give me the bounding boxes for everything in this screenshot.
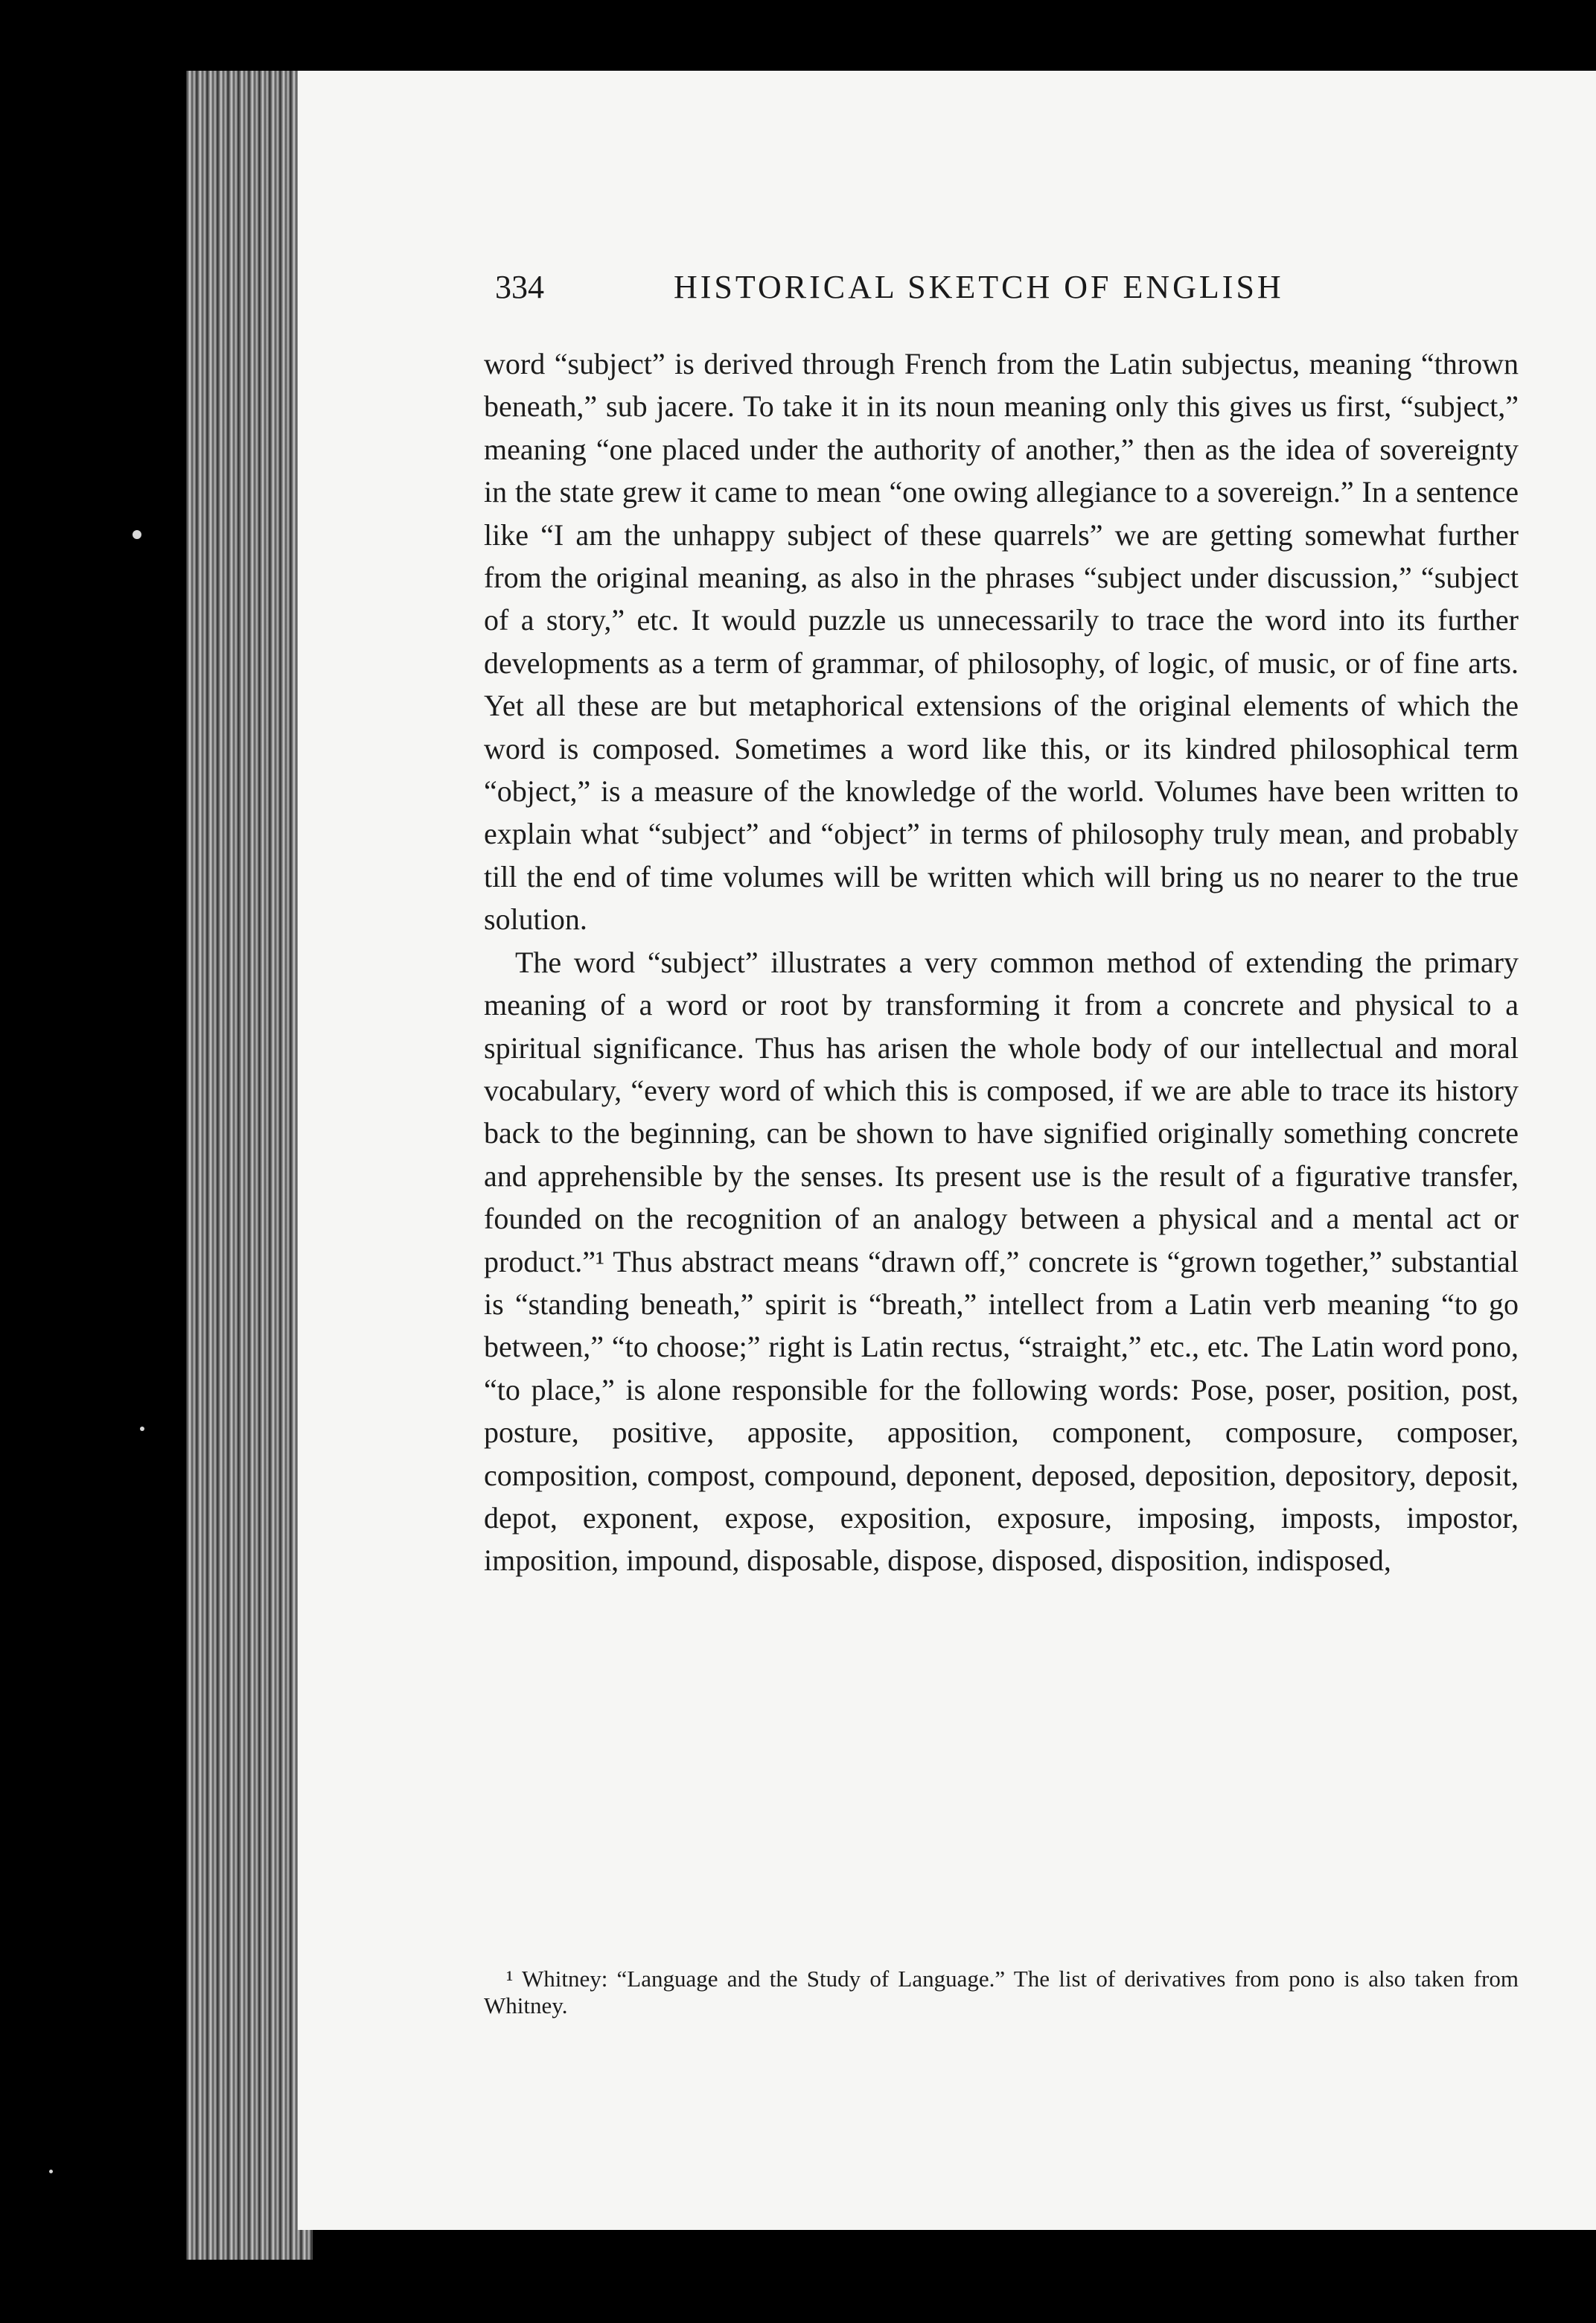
paragraph-continued: word “subject” is derived through French from the Latin subjectus, meaning “thrown beneath,” sub jacere. To take it in its noun meaning only this gives us first, “subject,” meaning “one placed under the authority of another,” then as the idea of sovereignty in the state grew it came to mean “one owing allegiance to a sovereign.” In a sentence like “I am the unhappy subject of these quarrels” we are getting somewhat further from the original meaning, as also in the phrases “subject under discussion,” “subject of a story,” etc. It would puzzle us unnecessarily to trace the word into its further developments as a term of grammar, of philosophy, of logic, of music, or of fine arts. Yet all these are but metaphorical extensions of the original elements of which the word is composed. Sometimes a word like this, or its kindred philosophical term “object,” is a measure of the knowledge of the world. Volumes have been written to explain what “subject” and “object” in terms of philosophy truly mean, and probably till the end of time volumes will be written which will bring us no nearer to the true solution. (484, 347, 1519, 937)
paragraph: The word “subject” illustrates a very common method of extending the primary meaning of a word or root by transforming it from a concrete and physical to a spiritual significance. Thus has arisen the whole body of our intellectual and moral vocabulary, “every word of which this is composed, if we are able to trace its history back to the beginning, can be shown to have signified originally something concrete and apprehensible by the senses. Its present use is the result of a figurative transfer, founded on the recognition of an analogy between a physical and a mental act or product.”¹ Thus abstract means “drawn off,” concrete is “grown together,” substantial is “standing beneath,” spirit is “breath,” intellect from a Latin verb meaning “to go between,” “to choose;” right is Latin rectus, “straight,” etc., etc. The Latin word pono, “to place,” is alone responsible for the following words: Pose, poser, position, post, posture, positive, apposite, apposition, component, composure, composer, composition, compost, compound, deponent, deposed, deposition, depository, deposit, depot, exponent, expose, exposition, exposure, imposing, imposts, impostor, imposition, impound, disposable, dispose, disposed, disposition, indisposed, (484, 945, 1519, 1578)
body-text (484, 342, 1519, 1582)
book-page-edges (186, 71, 313, 2260)
footnote: ¹ Whitney: “Language and the Study of Language.” The list of derivatives from pono is also taken from Whitney. (484, 1966, 1519, 2018)
page-number: 334 (495, 269, 544, 305)
running-head: HISTORICAL SKETCH OF ENGLISH (674, 269, 1284, 305)
page-header (495, 268, 1388, 313)
